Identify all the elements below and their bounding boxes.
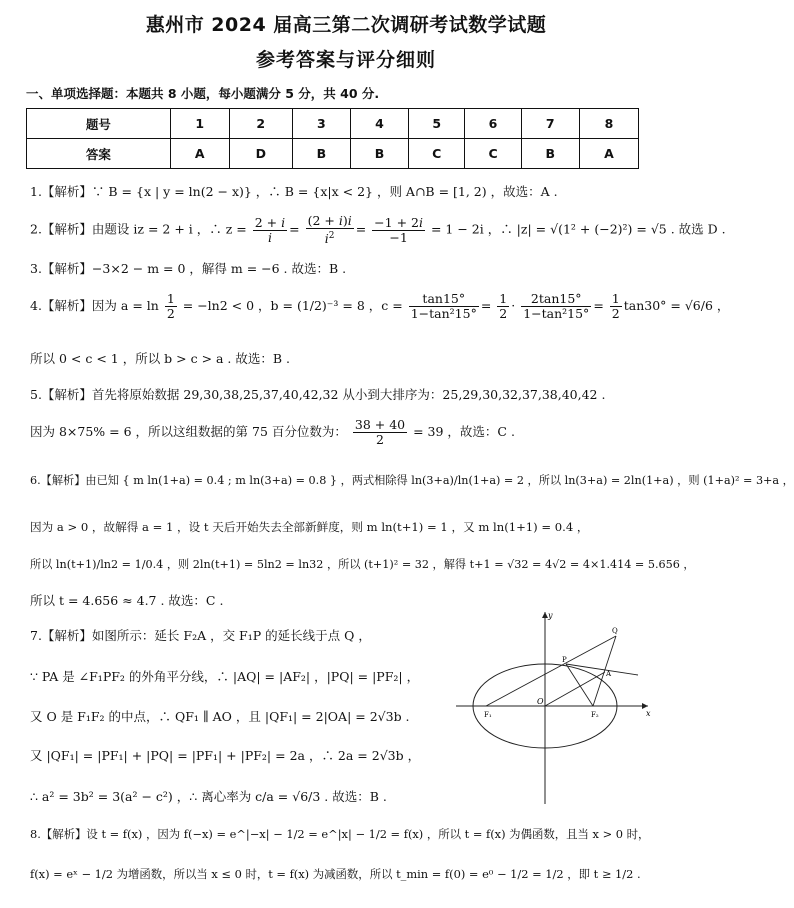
fraction: $\frac{2\tan 15^\circ}{\text{1−tan²15°}}$ xyxy=(523,291,590,321)
q-label: Q xyxy=(612,627,618,635)
table-row xyxy=(27,139,639,169)
table-cell: 6 xyxy=(465,109,521,139)
page-title: 惠州市 2024 届高三第二次调研考试数学试题 xyxy=(145,14,547,36)
p-label: P xyxy=(562,656,567,664)
table-cell: B xyxy=(292,139,350,169)
solution-4-text-b: = −ln2 < 0 ，b = (1/2)⁻³ = 8 ，c = xyxy=(182,298,403,313)
table-row xyxy=(27,109,639,139)
solution-4-conclusion: 所以 0 < c < 1 ，所以 b > c > a . 故选：B . xyxy=(30,351,291,366)
y-label: y xyxy=(548,611,553,620)
table-cell: 3 xyxy=(292,109,350,139)
fraction: $\frac{1}{2}$ xyxy=(611,291,620,321)
section-heading: 一、单项选择题：本题共 8 小题，每小题满分 5 分，共 40 分. xyxy=(26,86,380,101)
a-label: A xyxy=(606,670,612,678)
page-subtitle: 参考答案与评分细则 xyxy=(255,49,436,71)
table-header-cell: 题号 xyxy=(27,109,171,139)
f1-label: F₁ xyxy=(484,711,492,719)
solution-7-d: 又 |QF₁| = |PF₁| + |PQ| = |PF₁| + |PF₂| = 2a ，∴ 2a = 2√3b ， xyxy=(30,748,421,763)
solution-6-c: 所以 ln(t+1)/ln2 = 1/0.4 ，则 2ln(t+1) = 5ln2 = ln32 ，所以 (t+1)² = 32 ，解得 t+1 = √32 = 4√2 = 4×1.414 = 5.656 ， xyxy=(30,558,695,571)
solution-4-text-a: 4.【解析】因为 a = ln xyxy=(30,298,159,313)
table-cell: C xyxy=(465,139,521,169)
solution-7: 7.【解析】如图所示：延长 F₂A ，交 F₁P 的延长线于点 Q ， xyxy=(30,628,371,643)
solution-2: 2.【解析】由题设 iz = 2 + i ，∴ z = $\frac{2 + i}{i}$ = $\frac{(2 + i)i}{i^2}$ = $\frac{-1 + 2i}{-1}$ = 1 − 2i ，∴ |z| = √(1² + (−2)²) = √5 . 故选 D . xyxy=(30,213,726,247)
x-label: x xyxy=(646,709,651,718)
fraction: $\frac{-1 + 2i}{-1}$ xyxy=(374,214,423,245)
solution-4-text-c: = √6/6 ， xyxy=(670,298,730,313)
table-cell: 5 xyxy=(409,109,465,139)
table-cell: D xyxy=(229,139,292,169)
fraction: $\frac{2 + i}{i}$ xyxy=(254,214,286,245)
solution-5-cont xyxy=(30,418,515,447)
line-p-f2 xyxy=(566,664,593,706)
solution-8-b: f(x) = eˣ − 1/2 为增函数，所以当 x ≤ 0 时，t = f(x) 为减函数，所以 t_min = f(0) = e⁰ − 1/2 = 1/2 ，即 t ≥ 1/2 . xyxy=(30,867,641,881)
solution-6: 6.【解析】由已知 { m ln(1+a) = 0.4 ; m ln(3+a) = 0.8 } ，两式相除得 ln(3+a)/ln(1+a) = 2 ，所以 ln(3+a) = 2ln(1+a) ，则 (1+a)² = 3+a ， xyxy=(30,474,794,487)
origin-label: O xyxy=(537,697,544,706)
table-cell: 4 xyxy=(350,109,408,139)
line-o-a xyxy=(545,672,605,706)
solution-7-b: ∵ PA 是 ∠F₁PF₂ 的外角平分线，∴ |AQ| = |AF₂| ，|PQ| = |PF₂| ， xyxy=(30,669,420,684)
fraction: $\frac{38 + 40}{2}$ xyxy=(354,417,406,447)
answer-table xyxy=(26,108,639,169)
table-header-cell: 答案 xyxy=(27,139,171,169)
solution-4: 4.【解析】因为 a = ln $\frac{1}{2}$ = −ln2 < 0 ，b = (1/2)⁻³ = 8 ，c = $\frac{\tan 15^\circ}{\text{1−tan²15°}}$ = $\frac{1}{2}$ · $\frac{2\tan 15^\circ}{\text{1−tan²15°}}$ = $\frac{1}{2}$ tan30° = √6/6 ， xyxy=(30,291,730,321)
table-cell: A xyxy=(170,139,229,169)
table-cell: 7 xyxy=(521,109,579,139)
solution-5-text-c: = 39 ，故选：C . xyxy=(413,424,515,439)
fraction: $\frac{\tan 15^\circ}{\text{1−tan²15°}}$ xyxy=(410,291,477,321)
f2-label: F₂ xyxy=(591,711,599,719)
solution-3: 3.【解析】−3×2 − m = 0 ，解得 m = −6 . 故选：B . xyxy=(30,261,347,276)
fraction: $\frac{1}{2}$ xyxy=(166,291,175,321)
table-cell: B xyxy=(350,139,408,169)
ellipse-figure xyxy=(448,608,658,808)
solution-1: 1.【解析】∵ B = {x | y = ln(2 − x)} ，∴ B = {x|x < 2} ，则 A∩B = [1, 2) ，故选：A . xyxy=(30,184,558,199)
table-cell: 8 xyxy=(579,109,638,139)
fraction: $\frac{1}{2}$ xyxy=(499,291,508,321)
table-cell: A xyxy=(579,139,638,169)
table-cell: B xyxy=(521,139,579,169)
solution-6-b: 因为 a > 0 ，故解得 a = 1 ，设 t 天后开始失去全部新鲜度，则 m ln(t+1) = 1 ，又 m ln(1+1) = 0.4 ， xyxy=(30,520,589,534)
solution-6-d: 所以 t = 4.656 ≈ 4.7 . 故选：C . xyxy=(30,593,224,608)
solution-7-e: ∴ a² = 3b² = 3(a² − c²) ，∴ 离心率为 c/a = √6/3 . 故选：B . xyxy=(30,789,387,804)
fraction: $\frac{(2 + i)i}{i^2}$ xyxy=(307,213,352,247)
solution-5-text-b: 因为 8×75% = 6 ，所以这组数据的第 75 百分位数为： xyxy=(30,424,347,439)
table-cell: 2 xyxy=(229,109,292,139)
solution-8: 8.【解析】设 t = f(x) ，因为 f(−x) = e^|−x| − 1/2 = e^|x| − 1/2 = f(x) ，所以 t = f(x) 为偶函数，且当 x > 0 时， xyxy=(30,827,650,841)
solution-2-text-b: = 1 − 2i ，∴ |z| = √(1² + (−2)²) = √5 . 故选 D . xyxy=(430,221,726,237)
table-cell: C xyxy=(409,139,465,169)
solution-2-text-a: 2.【解析】由题设 iz = 2 + i ，∴ z = xyxy=(30,221,247,237)
solution-7-c: 又 O 是 F₁F₂ 的中点，∴ QF₁ ∥ AO ，且 |QF₁| = 2|OA| = 2√3b . xyxy=(30,709,410,724)
solution-5: 5.【解析】首先将原始数据 29,30,38,25,37,40,42,32 从小到大排序为：25,29,30,32,37,38,40,42 . xyxy=(30,387,606,402)
table-cell: 1 xyxy=(170,109,229,139)
